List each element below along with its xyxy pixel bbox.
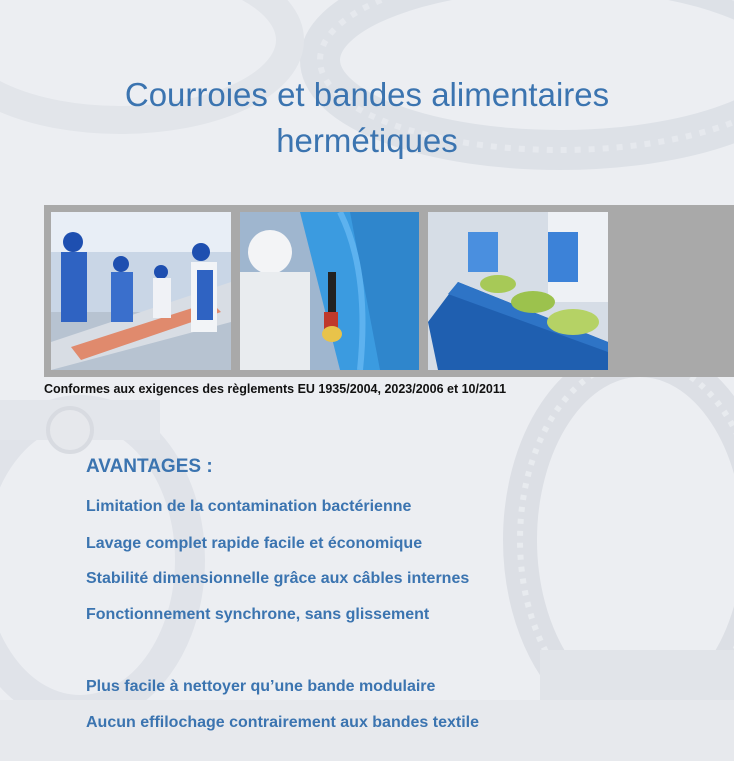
advantage-item: Lavage complet rapide facile et économique	[86, 535, 423, 552]
photo-banner	[44, 205, 734, 377]
advantage-item: Fonctionnement synchrone, sans glissement	[86, 606, 430, 623]
advantage-item: Stabilité dimensionnelle grâce aux câbles internes	[86, 570, 470, 587]
advantage-item: Aucun effilochage contrairement aux bandes textile	[86, 714, 479, 731]
salad-trays-conveyor-photo	[428, 212, 608, 370]
title-line-1: Courroies et bandes alimentaires	[124, 76, 610, 113]
title-line-2: hermétiques	[276, 122, 458, 159]
worker-washing-belt-photo	[240, 212, 419, 370]
advantages-heading: AVANTAGES :	[86, 456, 213, 477]
advantage-item: Plus facile à nettoyer qu’une bande modulaire	[86, 678, 436, 695]
advantage-item: Limitation de la contamination bactérienne	[86, 498, 412, 515]
food-workers-conveyor-photo	[51, 212, 231, 370]
regulations-caption: Conformes aux exigences des règlements EU 1935/2004, 2023/2006 et 10/2011	[44, 382, 507, 396]
page-title	[0, 72, 734, 164]
